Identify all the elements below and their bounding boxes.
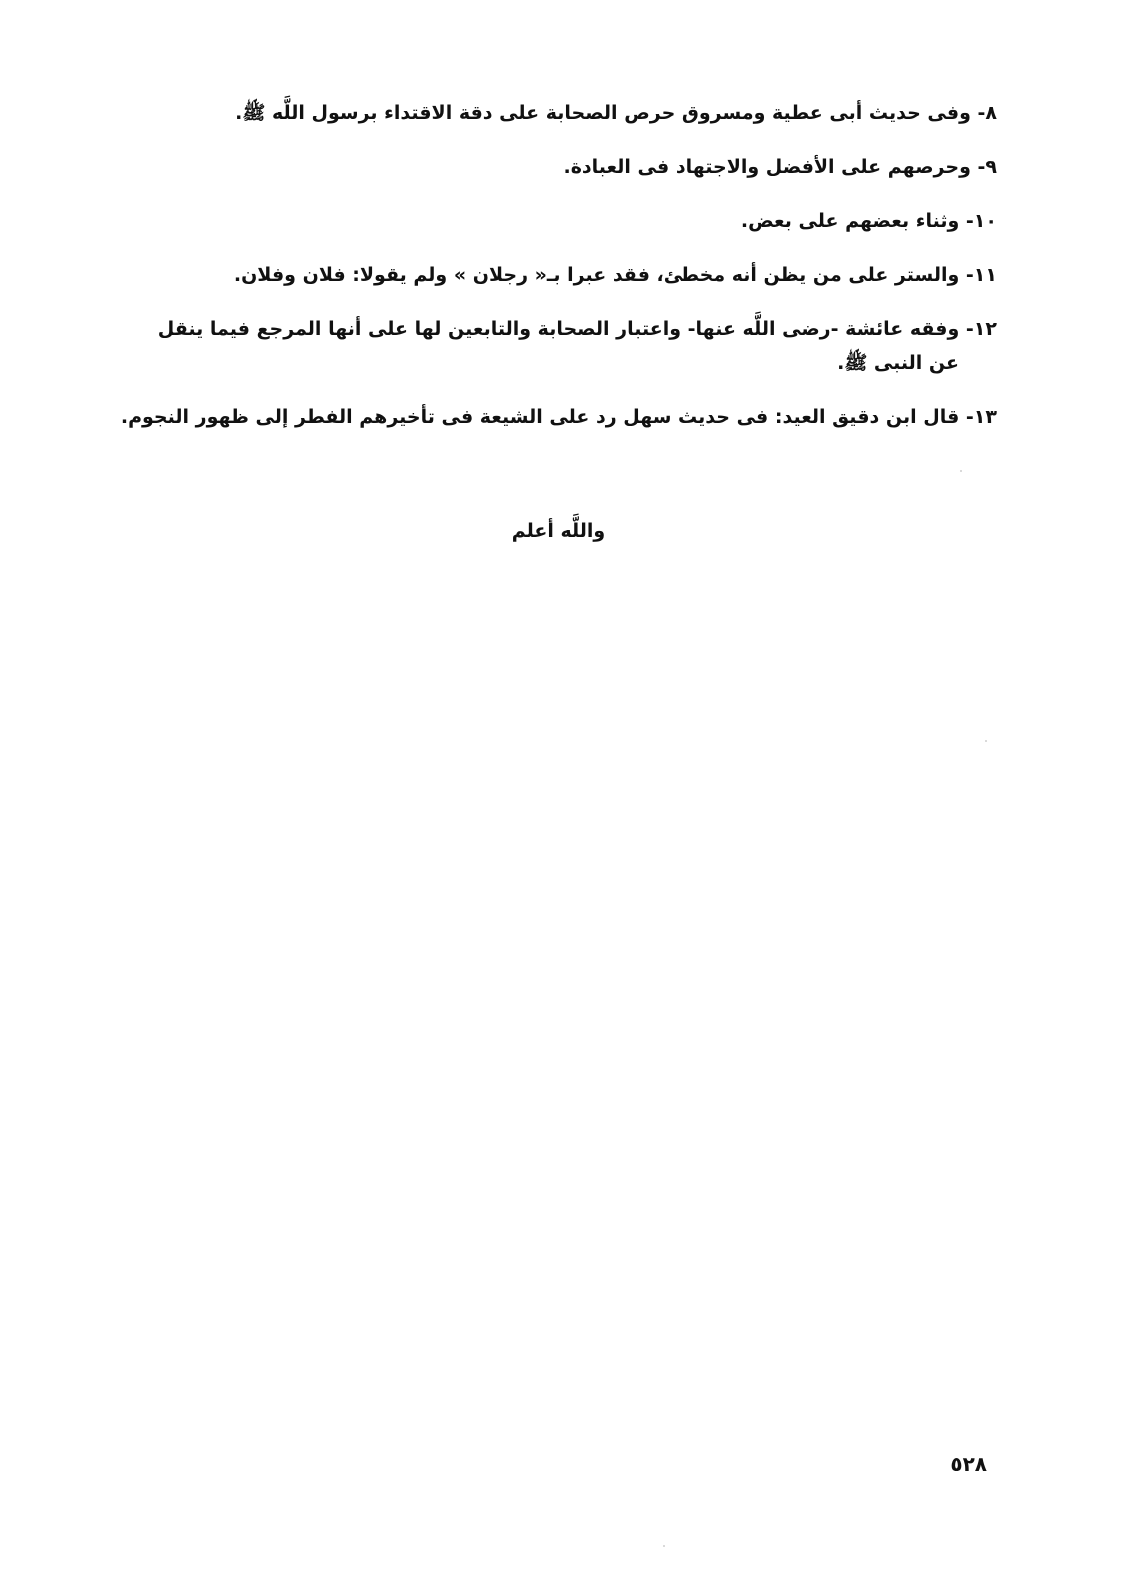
closing-phrase bbox=[0, 520, 1137, 542]
point-8: ٨- وفى حديث أبى عطية ومسروق حرص الصحابة على دقة الاقتداء برسول اللَّه ﷺ. bbox=[235, 102, 997, 124]
point-13: ١٣- قال ابن دقيق العيد: فى حديث سهل رد على الشيعة فى تأخيرهم الفطر إلى ظهور النجوم. bbox=[120, 406, 997, 428]
scan-speck bbox=[663, 1545, 665, 1547]
scan-speck bbox=[960, 470, 962, 472]
scan-speck bbox=[985, 740, 987, 742]
point-12: ١٢- وفقه عائشة -رضى اللَّه عنها- واعتبار الصحابة والتابعين لها على أنها المرجع فيما ينقل عن النبى ﷺ. bbox=[157, 318, 997, 374]
point-11: ١١- والستر على من يظن أنه مخطئ، فقد عبرا بـ« رجلان » ولم يقولا: فلان وفلان. bbox=[233, 264, 997, 286]
point-10: ١٠- وثناء بعضهم على بعض. bbox=[740, 210, 997, 232]
page-number: ٥٢٨ bbox=[950, 1452, 987, 1476]
closing-text: واللَّه أعلم bbox=[511, 520, 606, 542]
point-9: ٩- وحرصهم على الأفضل والاجتهاد فى العبادة. bbox=[563, 156, 997, 178]
numbered-points-list bbox=[120, 96, 997, 454]
